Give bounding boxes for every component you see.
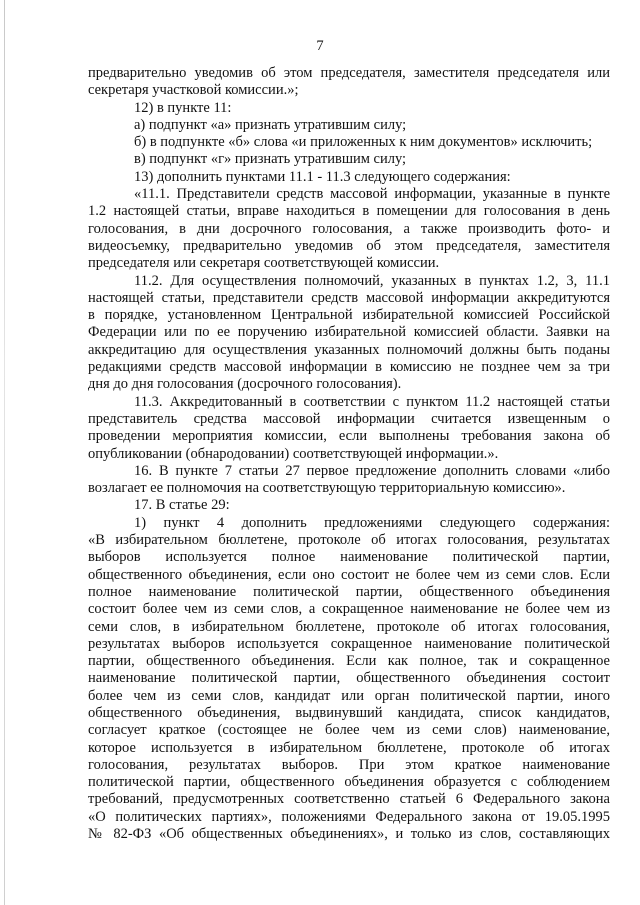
text-line: 12) в пункте 11: — [134, 99, 232, 116]
text-line: предварительно уведомив об этом председателя, заместителя председателя или — [88, 65, 610, 81]
text-line: 11.2. Для осуществления полномочий, указанных в пунктах 1.2, 3, 11.1 — [134, 272, 610, 289]
text-line: председателя или секретаря соответствующей комиссии. — [88, 255, 440, 272]
text-line: дня до дня голосования (досрочного голосования). — [88, 376, 402, 393]
text-line: 11.3. Аккредитованный в соответствии с пунктом 11.2 настоящей статьи — [134, 393, 610, 410]
text-line: опубликовании (обнародовании) соответствующей информации.». — [88, 445, 499, 462]
text-line: семи слов, в избирательном бюллетене, протоколе об итогах голосования, — [88, 618, 610, 635]
text-line: проведении мероприятия комиссии, если выполнены требования закона об — [88, 428, 610, 445]
text-line: аккредитацию для осуществления указанных полномочий должны быть поданы — [88, 341, 610, 358]
page-number: 7 — [316, 38, 324, 54]
text-line: результатах выборов используется сокращенное наименование политической — [88, 635, 610, 652]
text-line: «О политических партиях», положениями Федерального закона от 19.05.1995 — [88, 808, 610, 825]
text-line: Федерации или по ее поручению избирательной комиссией области. Заявки на — [88, 324, 610, 341]
text-line: 1.2 настоящей статьи, вправе находиться в помещении для голосования в день — [88, 203, 610, 220]
document-body — [88, 65, 610, 843]
text-line: более чем из семи слов, кандидат или орган политической партии, иного — [88, 687, 610, 704]
text-line: б) в подпункте «б» слова «и приложенных к ним документов» исключить; — [134, 134, 593, 151]
text-line: 16. В пункте 7 статьи 27 первое предложение дополнить словами «либо — [134, 462, 610, 479]
text-line: 17. В статье 29: — [134, 497, 230, 514]
text-line: а) подпункт «а» признать утратившим силу; — [134, 116, 407, 133]
text-line: представитель средства массовой информации считается извещенным о — [88, 410, 610, 427]
text-line: общественного объединения, если оно состоит не более чем из семи слов. Если — [88, 566, 610, 583]
text-line: состоит более чем из семи слов, а сокращенное наименование не более чем из — [88, 601, 610, 618]
text-line: партии, общественного объединения. Если как полное, так и сокращенное — [88, 653, 610, 670]
text-line: возлагает ее полномочия на соответствующую территориальную комиссию». — [88, 480, 566, 497]
text-line: требований, предусмотренных соответственно статьей 6 Федерального закона — [88, 791, 610, 808]
text-line: голосования, результатах выборов. При этом краткое наименование — [88, 756, 610, 773]
text-line: голосования, в дни досрочного голосования, а также производить фото- и — [88, 220, 610, 237]
text-line: редакциями средств массовой информации в комиссию не позднее чем за три — [88, 359, 610, 376]
text-line: 13) дополнить пунктами 11.1 - 11.3 следующего содержания: — [134, 168, 511, 185]
text-line: согласует краткое (состоящее не более чем из семи слов) наименование, — [88, 722, 610, 739]
text-line: в порядке, установленном Центральной избирательной комиссией Российской — [88, 307, 610, 324]
text-line: полное наименование политической партии, общественного объединения — [88, 583, 610, 600]
text-line: политической партии, общественного объединения образуется с соблюдением — [88, 774, 610, 791]
text-line: видеосъемку, предварительно уведомив об этом председателя, заместителя — [88, 237, 610, 254]
page-edge-shadow — [4, 0, 5, 905]
text-line: общественного объединения, выдвинувший кандидата, список кандидатов, — [88, 704, 610, 721]
text-line: «11.1. Представители средств массовой информации, указанные в пункте — [134, 186, 610, 203]
text-line: настоящей статьи, представители средств массовой информации аккредитуются — [88, 289, 610, 306]
text-line: в) подпункт «г» признать утратившим силу; — [134, 151, 407, 168]
text-line: наименование политической партии, общественного объединения состоит — [88, 670, 610, 687]
text-line: 1) пункт 4 дополнить предложениями следующего содержания: — [134, 514, 610, 531]
text-line: № 82-ФЗ «Об общественных объединениях», и только из слов, составляющих — [88, 826, 610, 843]
text-line: выборов используется полное наименование политической партии, — [88, 549, 610, 566]
text-line: секретаря участковой комиссии.»; — [88, 82, 299, 99]
text-line: «В избирательном бюллетене, протоколе об итогах голосования, результатах — [88, 532, 610, 549]
text-line: которое используется в избирательном бюллетене, протоколе об итогах — [88, 739, 610, 756]
